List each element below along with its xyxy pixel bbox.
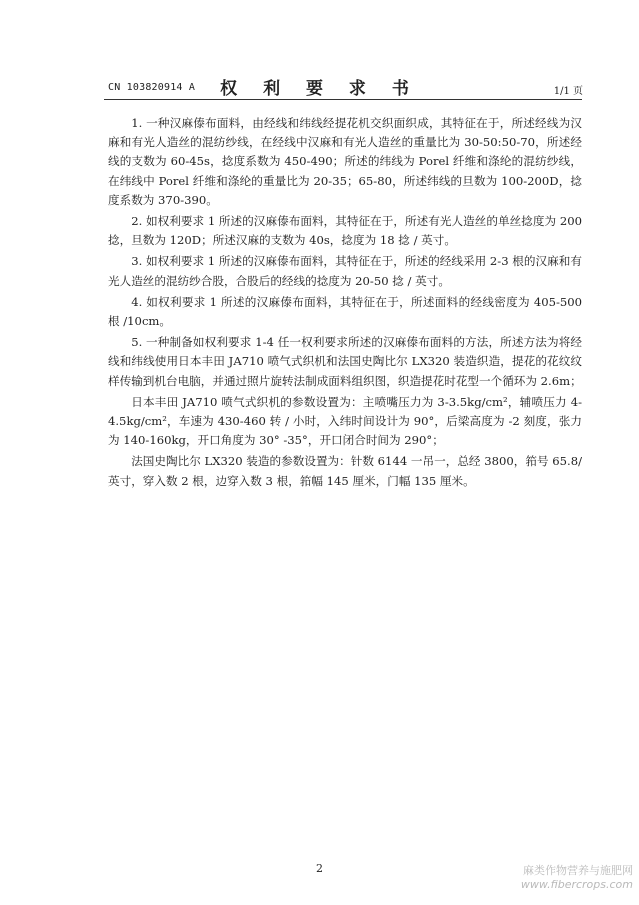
claim-5-loom-parameters: 日本丰田 JA710 喷气式织机的参数设置为：主喷嘴压力为 3-3.5kg/cm²，辅喷压力 4-4.5kg/cm²，车速为 430-460 转 / 小时，入纬时间设计为 90°，后梁高度为 -2 刻度，张力为 140-160kg，开口角度为 30° -35°，开口闭合时间为 290°；	[108, 394, 582, 448]
claim-4: 4. 如权利要求 1 所述的汉麻傣布面料，其特征在于，所述面料的经线密度为 405-500 根 /10cm。	[108, 294, 582, 329]
document-header	[0, 74, 639, 100]
claim-5: 5. 一种制备如权利要求 1-4 任一权利要求所述的汉麻傣布面料的方法，所述方法为将经线和纬线使用日本丰田 JA710 喷气式织机和法国史陶比尔 LX320 装造织造，提花的花纹纹样传输到机台电脑，并通过照片旋转法制成面料组织图，织造提花时花型一个循环为 2.6m；	[108, 335, 582, 388]
watermark-site-name: 麻类作物营养与施肥网	[523, 864, 633, 877]
page-number: 2	[316, 862, 323, 875]
watermark-url: www.fibercrops.com	[520, 878, 633, 891]
page-count: 1/1 页	[553, 86, 583, 97]
header-divider	[104, 99, 582, 100]
claim-3: 3. 如权利要求 1 所述的汉麻傣布面料，其特征在于，所述的经线采用 2-3 根的汉麻和有光人造丝的混纺纱合股，合股后的经线的捻度为 20-50 捻 / 英寸。	[108, 254, 582, 288]
claim-1: 1. 一种汉麻傣布面料，由经线和纬线经提花机交织面织成，其特征在于，所述经线为汉麻和有光人造丝的混纺纱线，在经线中汉麻和有光人造丝的重量比为 30-50:50-70，所述经线的支数为 60-45s，捻度系数为 450-490；所述的纬线为 Porel 纤维和涤纶的混纺纱线，在纬线中 Porel 纤维和涤纶的重量比为 20-35；65-80，所述纬线的旦数为 100-200D，捻度系数为 370-390。	[108, 116, 582, 207]
claim-5-jacquard-parameters: 法国史陶比尔 LX320 装造的参数设置为：针数 6144 一吊一，总经 3800，筘号 65.8/ 英寸，穿入数 2 根，边穿入数 3 根，筘幅 145 厘米，门幅 135 厘米。	[108, 454, 582, 488]
publication-number: CN 103820914 A	[108, 82, 196, 93]
claims-body	[108, 114, 582, 493]
claim-2: 2. 如权利要求 1 所述的汉麻傣布面料，其特征在于，所述有光人造丝的单丝捻度为 200 捻，旦数为 120D；所述汉麻的支数为 40s，捻度为 18 捻 / 英寸。	[108, 214, 582, 248]
watermark	[521, 864, 633, 892]
document-title: 权 利 要 求 书	[220, 79, 419, 99]
